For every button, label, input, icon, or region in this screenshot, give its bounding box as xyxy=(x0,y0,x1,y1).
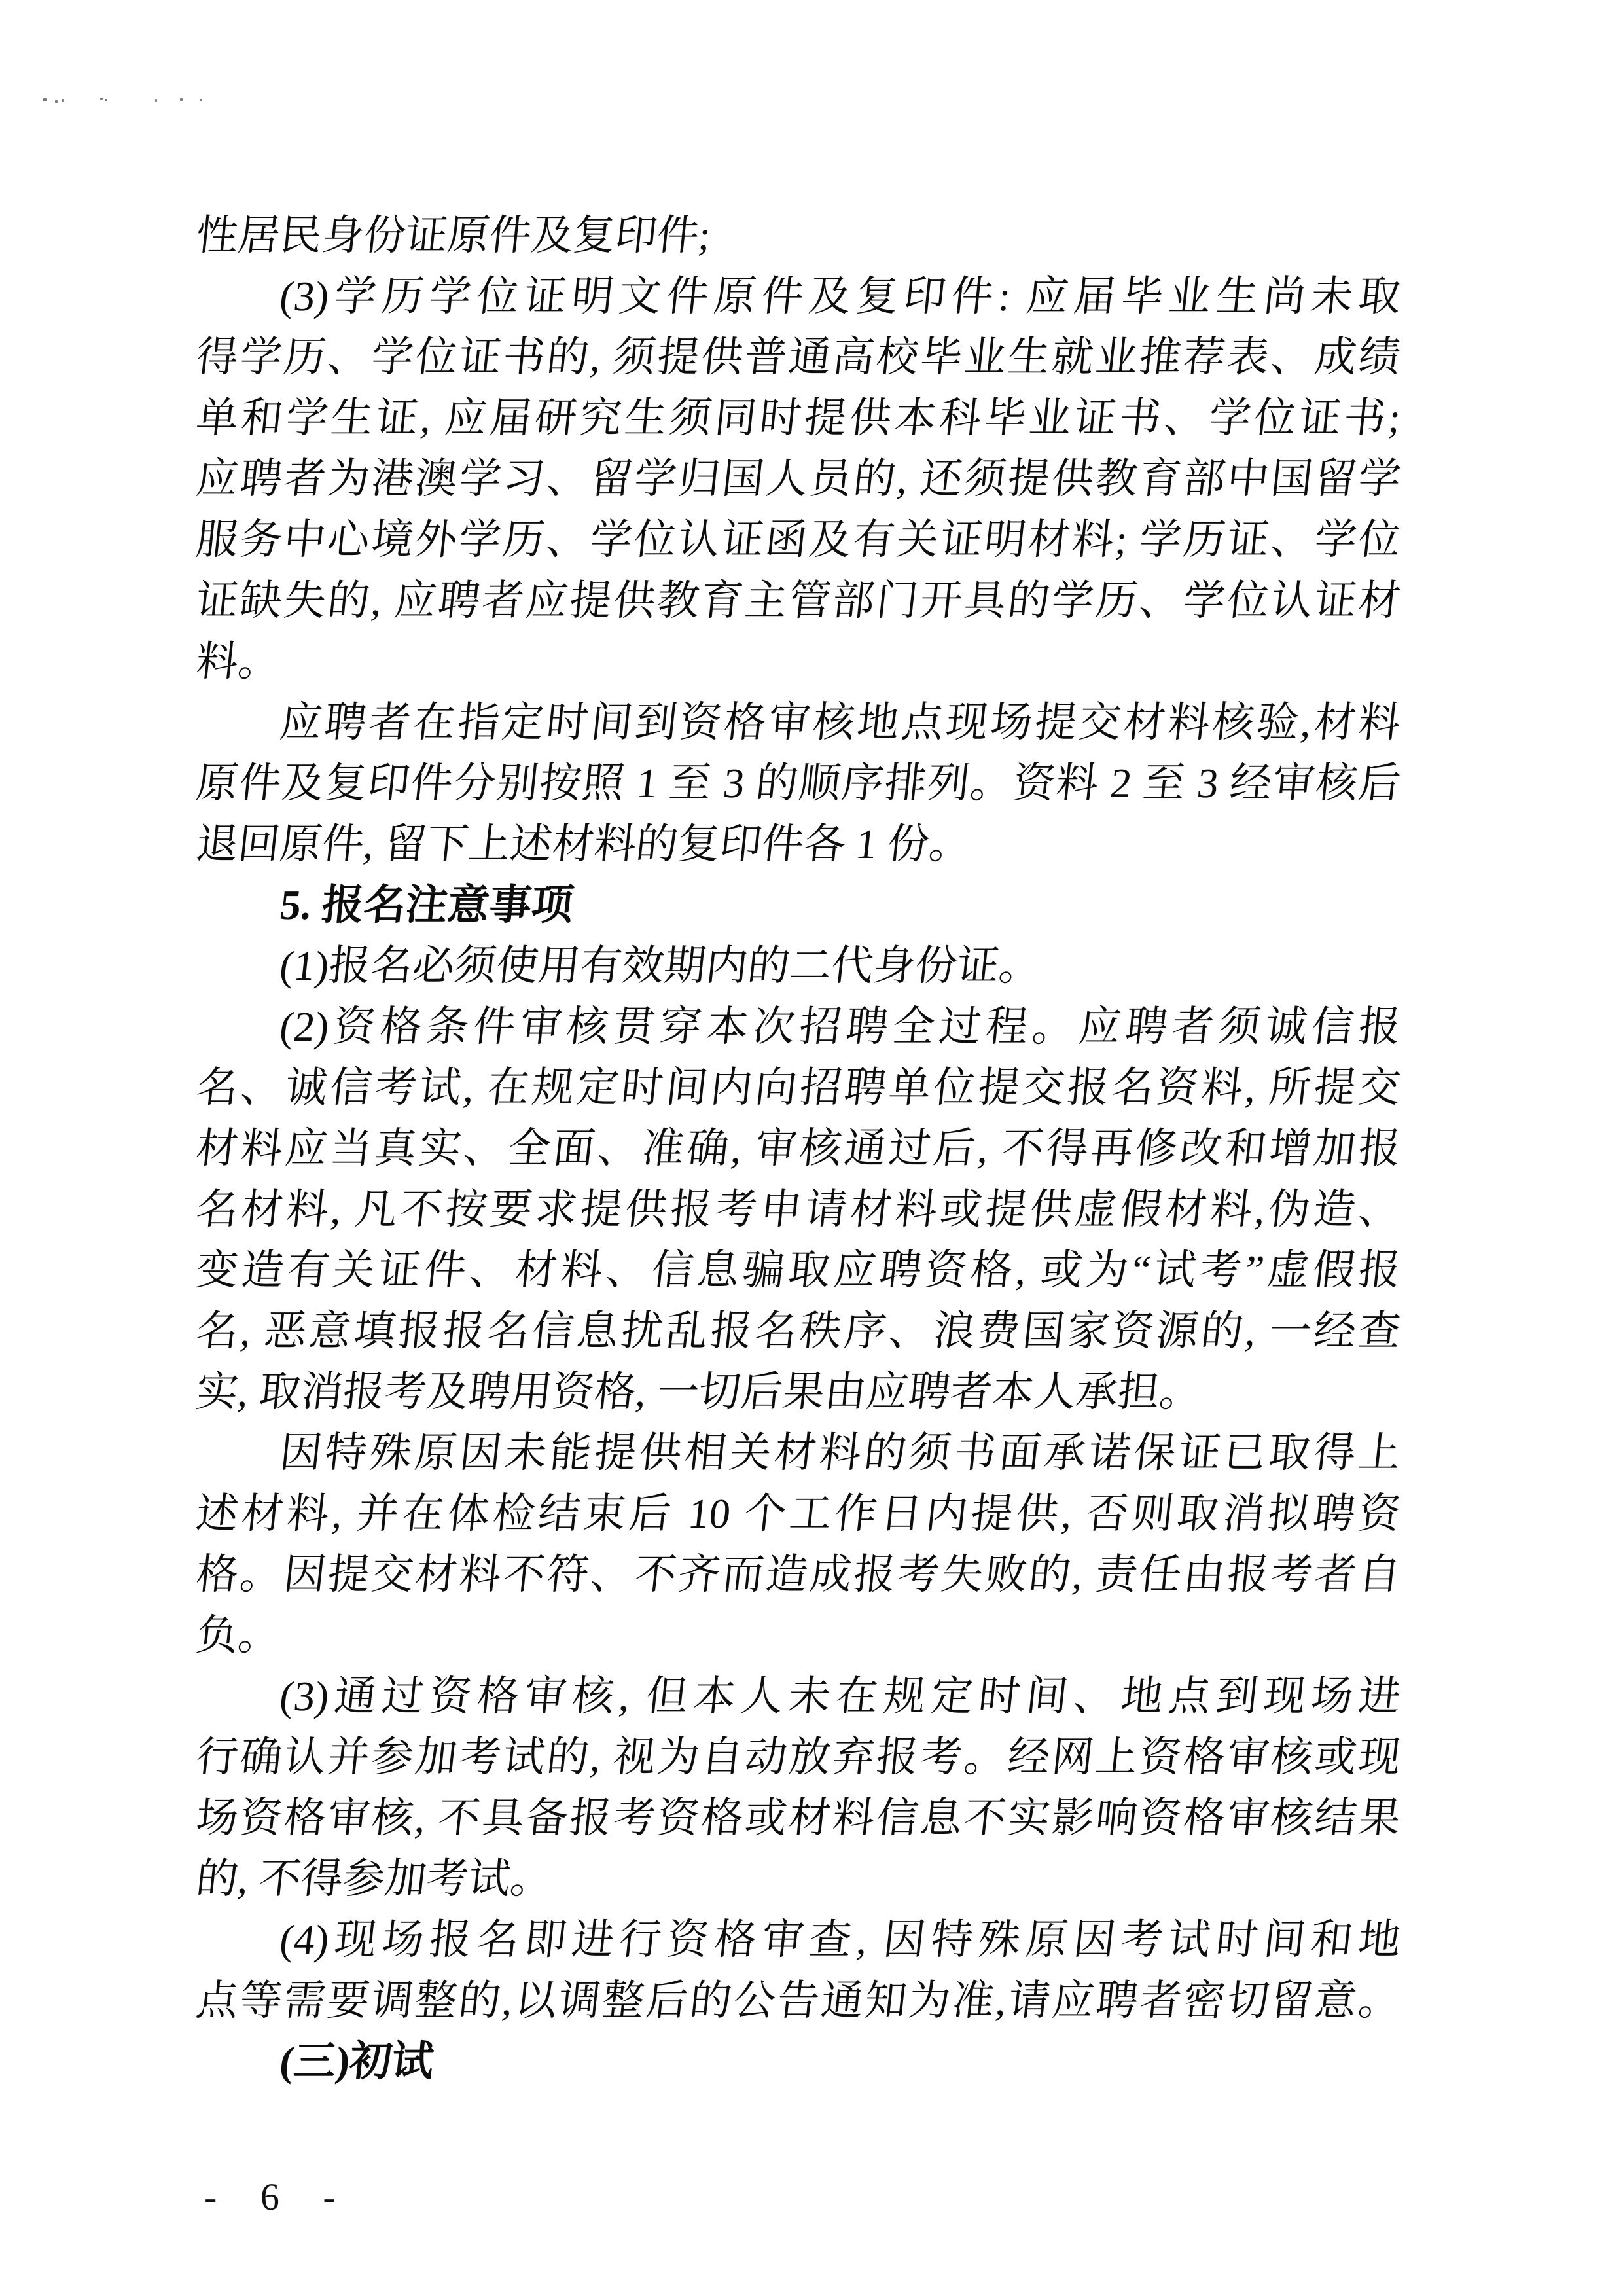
scan-speck xyxy=(43,98,47,101)
text-line: 名、诚信考试, 在规定时间内向招聘单位提交报名资料, 所提交 xyxy=(194,1064,1403,1111)
heading-item-5: 5. 报名注意事项 xyxy=(277,882,576,928)
text-line: 变造有关证件、材料、信息骗取应聘资格, 或为“试考”虚假报 xyxy=(194,1247,1403,1293)
text-line: 名材料, 凡不按要求提供报考申请材料或提供虚假材料,伪造、 xyxy=(194,1186,1403,1232)
text-line: 料。 xyxy=(194,638,283,685)
text-line: 的, 不得参加考试。 xyxy=(194,1856,555,1902)
scan-speck xyxy=(55,100,58,103)
heading-section-3-preliminary-test: (三)初试 xyxy=(277,2038,437,2085)
text-line: 负。 xyxy=(194,1612,283,1659)
text-line: 场资格审核, 不具备报考资格或材料信息不实影响资格审核结果 xyxy=(194,1795,1403,1841)
scan-speck xyxy=(100,98,103,100)
text-line: (3)学历学位证明文件原件及复印件: 应届毕业生尚未取 xyxy=(277,273,1403,319)
scan-speck xyxy=(200,99,202,101)
text-line: 述材料, 并在体检结束后 10 个工作日内提供, 否则取消拟聘资 xyxy=(194,1490,1403,1537)
text-line: 实, 取消报考及聘用资格, 一切后果由应聘者本人承担。 xyxy=(194,1369,1204,1415)
text-line: 服务中心境外学历、学位认证函及有关证明材料; 学历证、学位 xyxy=(194,516,1403,563)
scan-speck xyxy=(155,99,157,102)
text-line: (2)资格条件审核贯穿本次招聘全过程。应聘者须诚信报 xyxy=(277,1003,1403,1050)
text-line: 单和学生证, 应届研究生须同时提供本科毕业证书、学位证书; xyxy=(194,395,1403,441)
scan-speck xyxy=(105,99,107,101)
scan-speck xyxy=(62,99,64,102)
text-line: 应聘者为港澳学习、留学归国人员的, 还须提供教育部中国留学 xyxy=(194,456,1403,502)
page-number: - 6 - xyxy=(204,2176,353,2218)
text-line: (1)报名必须使用有效期内的二代身份证。 xyxy=(277,942,1044,989)
text-line: (4)现场报名即进行资格审查, 因特殊原因考试时间和地 xyxy=(277,1916,1403,1963)
text-line: 材料应当真实、全面、准确, 审核通过后, 不得再修改和增加报 xyxy=(194,1125,1403,1172)
scan-speck xyxy=(180,98,183,101)
text-line: 得学历、学位证书的, 须提供普通高校毕业生就业推荐表、成绩 xyxy=(194,334,1403,380)
text-line: 性居民身份证原件及复印件; xyxy=(194,212,713,259)
document-body xyxy=(194,205,1403,2092)
text-line: 点等需要调整的,以调整后的公告通知为准,请应聘者密切留意。 xyxy=(194,1977,1403,2024)
text-line: 因特殊原因未能提供相关材料的须书面承诺保证已取得上 xyxy=(277,1429,1403,1476)
text-line: 原件及复印件分别按照 1 至 3 的顺序排列。资料 2 至 3 经审核后 xyxy=(194,760,1403,806)
text-line: 证缺失的, 应聘者应提供教育主管部门开具的学历、学位认证材 xyxy=(194,577,1403,624)
text-line: 名, 恶意填报报名信息扰乱报名秩序、浪费国家资源的, 一经查 xyxy=(194,1308,1403,1354)
text-line: 格。因提交材料不符、不齐而造成报考失败的, 责任由报考者自 xyxy=(194,1551,1403,1598)
text-line: 退回原件, 留下上述材料的复印件各 1 份。 xyxy=(194,821,974,867)
text-line: (3)通过资格审核, 但本人未在规定时间、地点到现场进 xyxy=(277,1673,1403,1719)
text-line: 应聘者在指定时间到资格审核地点现场提交材料核验,材料 xyxy=(277,699,1403,745)
text-line: 行确认并参加考试的, 视为自动放弃报考。经网上资格审核或现 xyxy=(194,1734,1403,1780)
